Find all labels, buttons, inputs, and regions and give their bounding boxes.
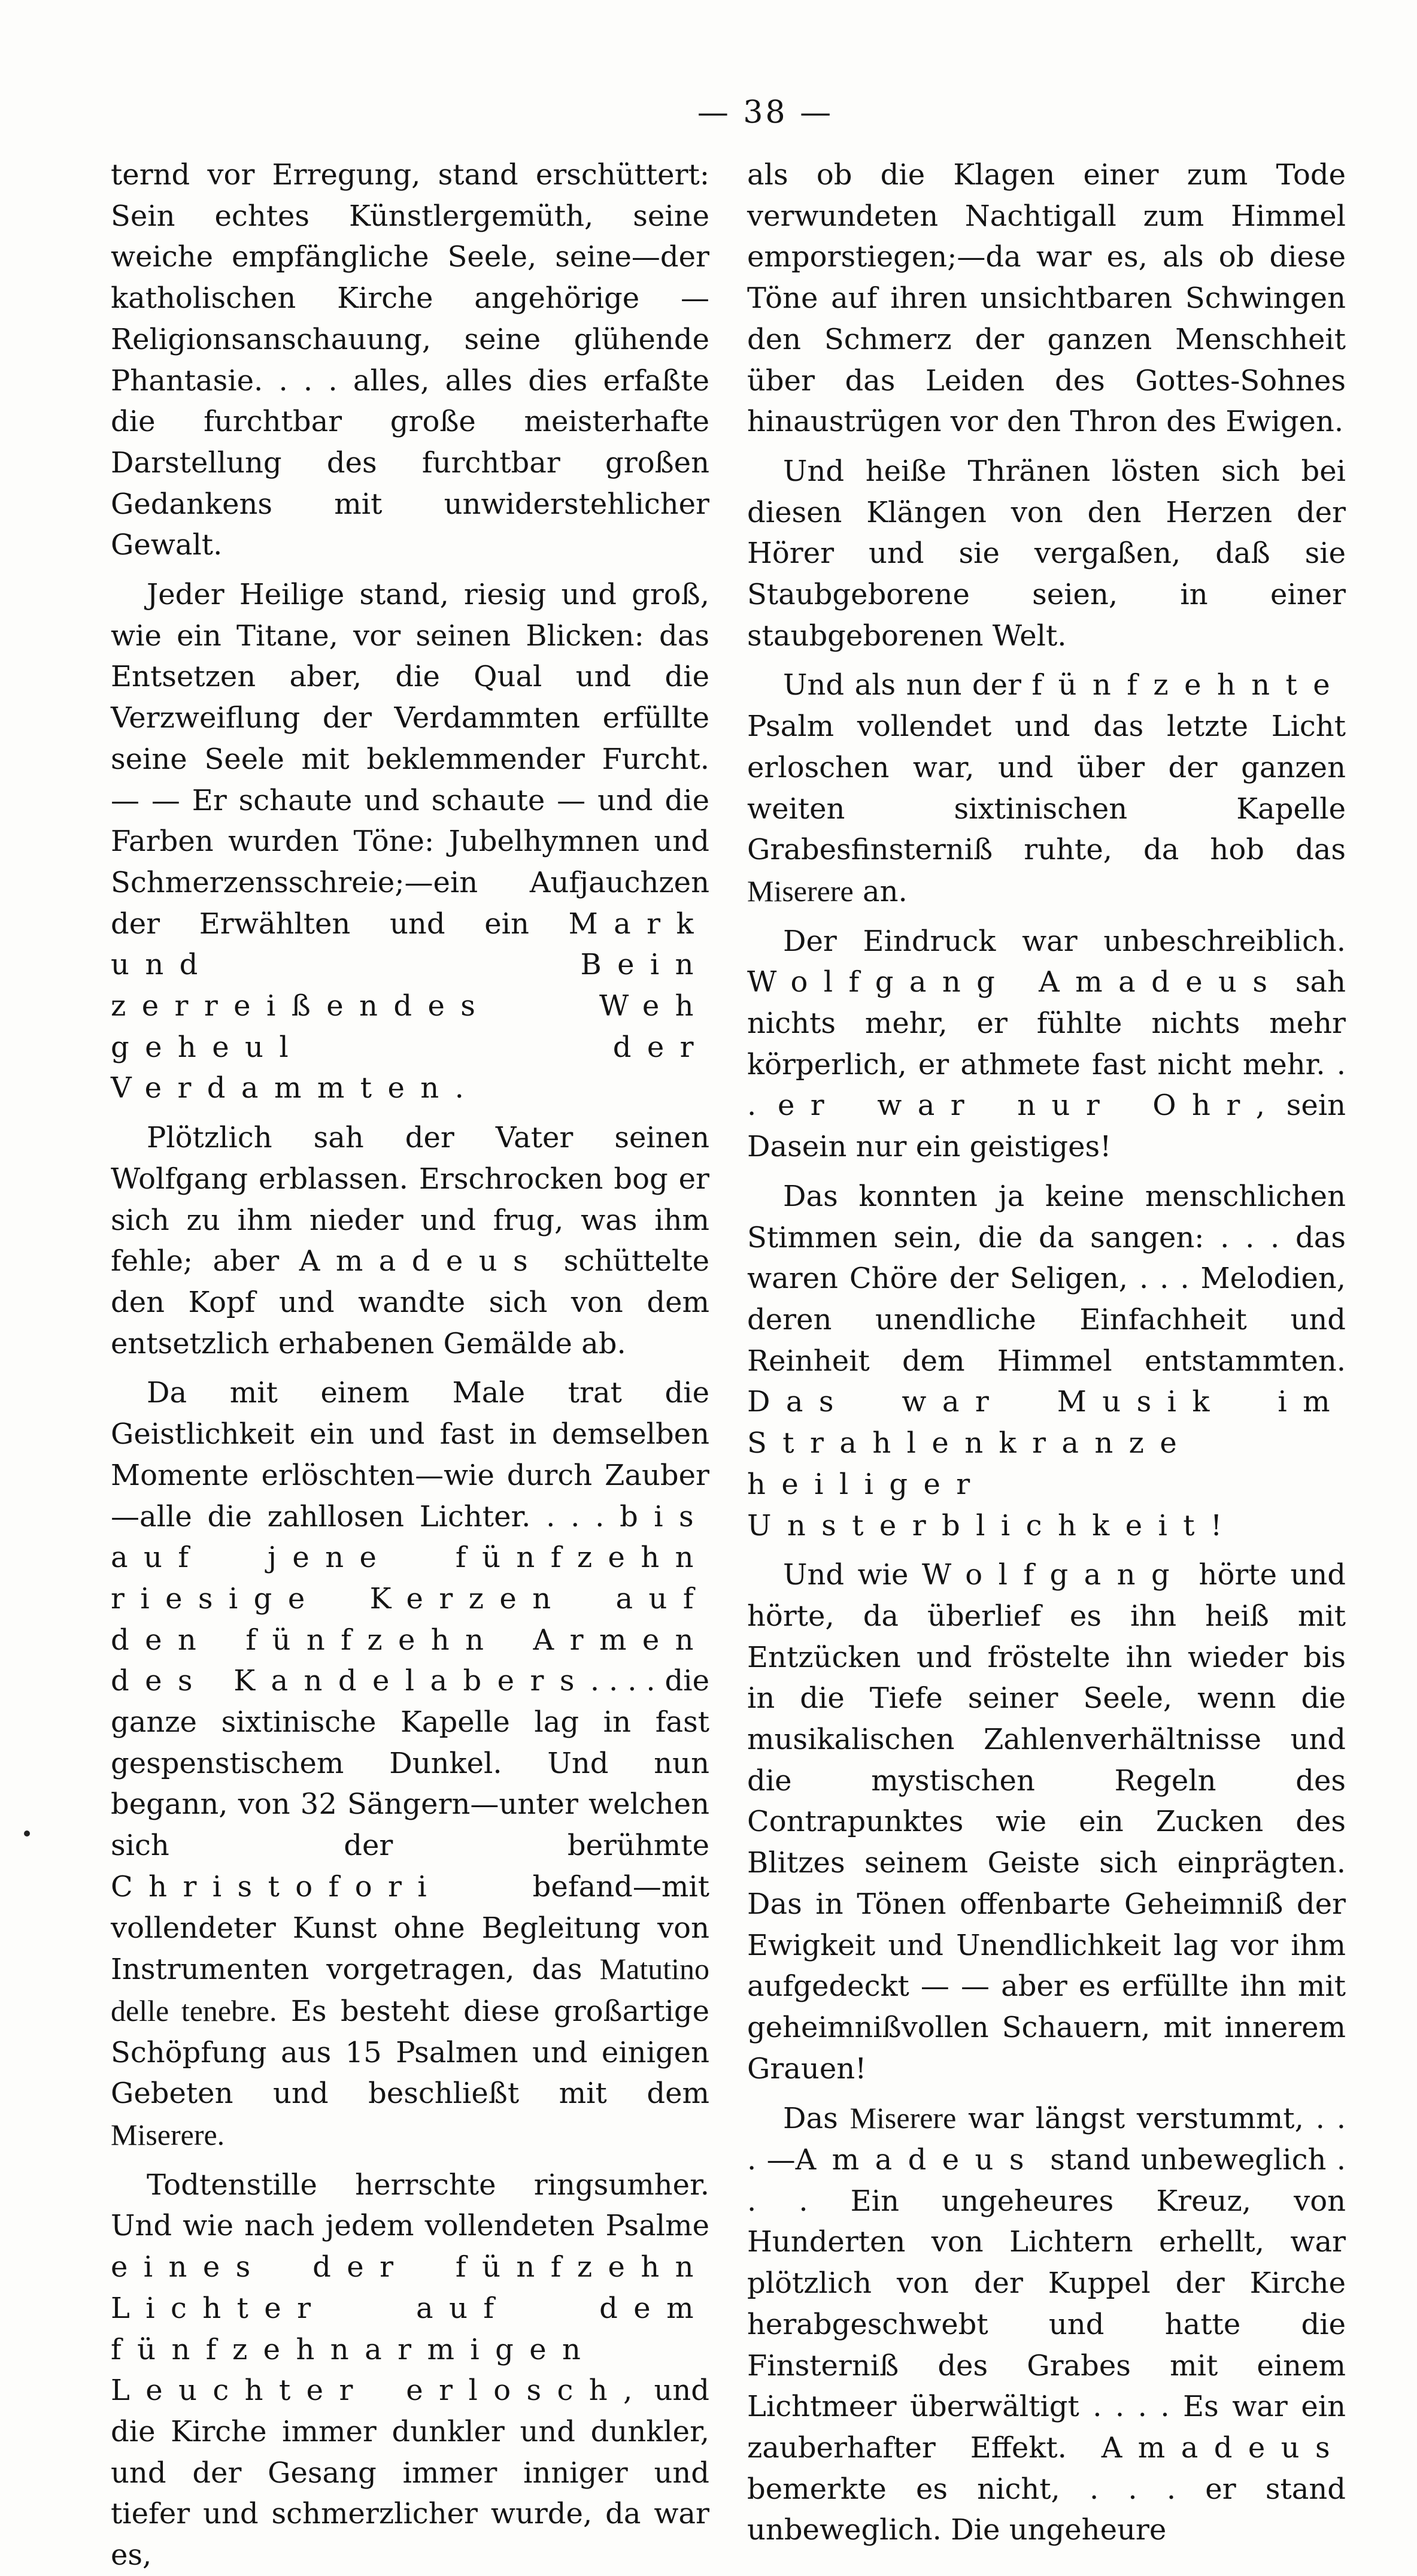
text-run: Plötzlich sah der Vater seinen Wolfgang erblassen. Erschrocken bog er sich zu ihm nieder und frug, was ihm fehle; aber — [111, 1121, 709, 1278]
text-run: schüttelte den Kopf und wandte sich von dem entsetzlich erhabenen Gemälde ab. — [111, 1244, 709, 1360]
latin-term: Matutino delle tenebre. — [111, 1952, 709, 2028]
paragraph — [111, 574, 709, 1109]
text-run: Das konnten ja keine menschlichen Stimmen sein, die da sangen: . . . das waren Chöre der Seligen, . . . Melodien, deren unendliche Einfachheit und Reinheit dem Himmel entstammten. — [747, 1179, 1346, 1378]
paragraph — [747, 921, 1346, 1168]
text-run: als ob die Klagen einer zum Tode verwundeten Nachtigall zum Himmel emporstiegen;—da war es, als ob diese Töne auf ihren unsichtbaren Schwingen den Schmerz der ganzen Menschheit über das Leiden des Gottes-Sohnes hinaustrügen vor den Thron des Ewigen. — [747, 158, 1346, 439]
text-run: ternd vor Erregung, stand erschüttert: Sein echtes Künstlergemüth, seine weiche empfängliche Seele, seine—der katholischen Kirche angehörige — Religionsanschauung, seine glühende Phantasie. . . . alles, alles dies erfaßte die furchtbar große meisterhafte Darstellung des furchtbar großen Gedankens mit unwiderstehlicher Gewalt. — [111, 158, 709, 562]
text-run: Psalm vollendet und das letzte Licht erloschen war, und über der ganzen weiten sixtinischen Kapelle Grabesfinsterniß ruhte, da hob das — [747, 710, 1346, 867]
spaced-emphasis: Das war Musik im Strahlenkranze heiliger Unsterblichkeit! — [747, 1385, 1346, 1542]
paragraph — [111, 1372, 709, 2156]
text-run: hörte und hörte, da überlief es ihn heiß mit Entzücken und fröstelte ihn wieder bis in die Tiefe seiner Seele, wenn die musikalischen Zahlenverhältnisse und die mystischen Regeln des Contrapunktes wie ein Zucken des Blitzes seinem Geiste sich einprägten. Das in Tönen offenbarte Geheimniß der Ewigkeit und Unendlichkeit lag vor ihm aufgedeckt — — aber es erfüllte ihn mit geheimnißvollen Schauern, mit innerem Grauen! — [747, 1558, 1346, 2086]
text-run: Und heiße Thränen lösten sich bei diesen Klängen von den Herzen der Hörer und sie vergaßen, daß sie Staubgeborene seien, in einer staubgeborenen Welt. — [747, 454, 1346, 653]
spaced-emphasis: bis auf jene fünfzehn riesige Kerzen auf den fünfzehn Armen des Kandelabers — [111, 1499, 709, 1698]
text-run: bemerkte es nicht, . . . er stand unbeweglich. Die ungeheure — [747, 2472, 1346, 2547]
spaced-emphasis: Mark und Bein zerreißendes Weh geheul der Verdammten — [111, 907, 709, 1105]
text-column-left — [111, 154, 710, 2572]
latin-term: Miserere — [747, 874, 854, 908]
spaced-emphasis: Amadeus — [795, 2143, 1040, 2177]
paragraph — [747, 2098, 1346, 2551]
text-run: Und als nun der — [783, 668, 1032, 702]
text-run: war längst verstummt, . . . — — [747, 2102, 1346, 2177]
spaced-emphasis: Wolfgang Amadeus — [747, 965, 1284, 999]
paragraph — [111, 154, 709, 566]
text-column-right — [747, 154, 1346, 2547]
text-run: . . . . die ganze sixtinische Kapelle lag in fast gespenstischem Dunkel. Und nun begann, von 32 Sängern—unter welchen sich der berühmte — [111, 1664, 709, 1863]
text-run: Und wie — [783, 1558, 922, 1592]
paragraph — [747, 1554, 1346, 2089]
spaced-emphasis: Amadeus — [1101, 2430, 1346, 2465]
spaced-emphasis: fünfzehnte — [1031, 668, 1346, 702]
text-run: stand unbeweglich . . . Ein ungeheures Kreuz, von Hunderten von Lichtern erhellt, war plötzlich von der Kuppel der Kirche herabgeschwebt und hatte die Finsterniß des Grabes mit einem Lichtmeer überwältigt . . . . Es war ein zauberhafter Effekt. — [747, 2143, 1346, 2465]
text-run: Todtenstille herrschte ringsumher. Und wie nach jedem vollendeten Psalme — [111, 2168, 709, 2243]
paragraph — [747, 154, 1346, 443]
text-run: Es besteht diese großartige Schöpfung aus 15 Psalmen und einigen Gebeten und beschließt mit dem — [111, 1994, 710, 2111]
text-run: . — [454, 1071, 464, 1105]
text-run: , sein Dasein nur ein geistiges! — [747, 1089, 1346, 1164]
paragraph — [747, 665, 1346, 912]
text-run: Da mit einem Male trat die Geistlichkeit ein und fast in demselben Momente erlöschten—wie durch Zauber—alle die zahllosen Lichter. . . . — [111, 1376, 709, 1534]
text-run: Der Eindruck war unbeschreiblich. — [783, 924, 1346, 958]
spaced-emphasis: eines der fünfzehn Lichter auf dem fünfzehnarmigen Leuchter erlosch — [111, 2250, 709, 2408]
text-run: an. — [853, 874, 908, 908]
paragraph — [747, 451, 1346, 657]
paragraph — [111, 2165, 709, 2576]
page-number: — 38 — — [697, 95, 834, 131]
margin-dot — [24, 1831, 30, 1836]
spaced-emphasis: Amadeus — [299, 1244, 544, 1278]
latin-term: Miserere — [849, 2101, 957, 2135]
spaced-emphasis: er war nur Ohr — [777, 1089, 1256, 1123]
text-run: , und die Kirche immer dunkler und dunkler, und der Gesang immer inniger und tiefer und schmerzlicher wurde, da war es, — [111, 2374, 709, 2572]
text-run: sah nichts mehr, er fühlte nichts mehr körperlich, er athmete fast nicht mehr. . . — [747, 965, 1346, 1123]
text-run: Das — [783, 2102, 850, 2136]
paragraph — [747, 1176, 1346, 1546]
spaced-emphasis: Wolfgang — [921, 1558, 1186, 1592]
latin-term: Miserere. — [111, 2118, 225, 2152]
text-run: befand—mit vollendeter Kunst ohne Begleitung von Instrumenten vorgetragen, das — [111, 1869, 709, 1987]
spaced-emphasis: Christofori — [111, 1869, 443, 1904]
text-run: Jeder Heilige stand, riesig und groß, wie ein Titane, vor seinen Blicken: das Entsetzen aber, die Qual und die Verzweiflung der Verdammten erfüllte seine Seele mit beklemmender Furcht. — — Er schaute und schaute — und die Farben wurden Töne: Jubelhymnen und Schmerzensschreie;—ein Aufjauchzen der Erwählten und ein — [111, 578, 709, 941]
paragraph — [111, 1117, 709, 1364]
